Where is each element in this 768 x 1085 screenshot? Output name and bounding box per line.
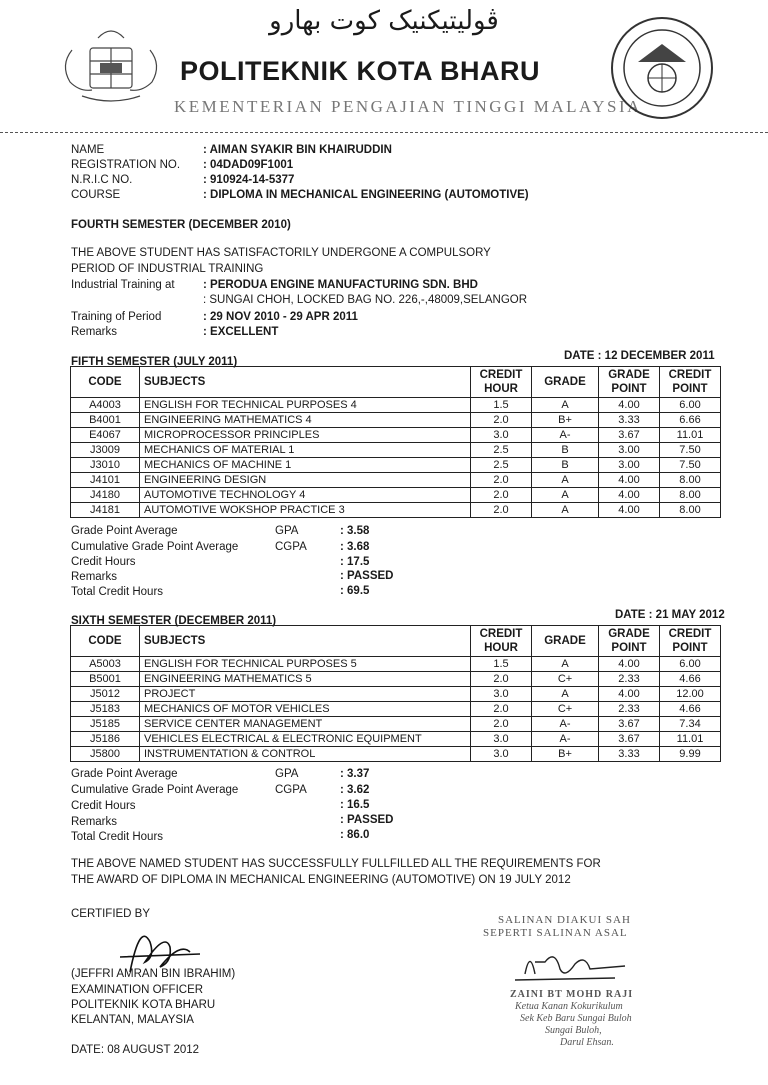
table-row: B4001 ENGINEERING MATHEMATICS 4 2.0 B+ 3.33 6.66 [71, 413, 721, 428]
course-label: COURSE [71, 189, 121, 201]
remarks-value: : PASSED [340, 570, 394, 582]
sixth-semester-title: SIXTH SEMESTER (DECEMBER 2011) [71, 615, 277, 627]
fourth-semester-title: FOURTH SEMESTER (DECEMBER 2010) [71, 219, 291, 231]
cgpa-abbr: CGPA [275, 784, 307, 796]
table-row: J3009 MECHANICS OF MATERIAL 1 2.5 B 3.00 7.50 [71, 443, 721, 458]
training-company: : PERODUA ENGINE MANUFACTURING SDN. BHD [203, 279, 478, 291]
total-credit-hours-label: Total Credit Hours [71, 586, 164, 598]
signer-position: EXAMINATION OFFICER [71, 984, 204, 996]
header-divider [0, 132, 768, 133]
remarks-label: Remarks [71, 816, 118, 828]
gpa-label: Grade Point Average [71, 768, 178, 780]
gpa-abbr: GPA [275, 768, 299, 780]
table-row: J4181 AUTOMOTIVE WOKSHOP PRACTICE 3 2.0 A 4.00 8.00 [71, 503, 721, 518]
cgpa-value: : 3.62 [340, 784, 370, 796]
training-para-1: THE ABOVE STUDENT HAS SATISFACTORILY UNDERGONE A COMPULSORY [71, 247, 491, 259]
student-name: : AIMAN SYAKIR BIN KHAIRUDDIN [203, 144, 392, 156]
header-code: CODE [71, 626, 140, 657]
table-row: B5001 ENGINEERING MATHEMATICS 5 2.0 C+ 2.33 4.66 [71, 672, 721, 687]
gpa-value: : 3.37 [340, 768, 370, 780]
gpa-label: Grade Point Average [71, 525, 178, 537]
remarks-label: Remarks [71, 326, 118, 338]
period-label: Training of Period [71, 311, 162, 323]
table-header-row [71, 626, 721, 657]
course-name: : DIPLOMA IN MECHANICAL ENGINEERING (AUTOMOTIVE) [203, 189, 529, 201]
table-row: J5800 INSTRUMENTATION & CONTROL 3.0 B+ 3.33 9.99 [71, 747, 721, 762]
jawi-title: ڤوليتيكنيک کوت بهارو [269, 6, 499, 36]
header-grade: GRADE [532, 367, 599, 398]
award-statement-2: THE AWARD OF DIPLOMA IN MECHANICAL ENGINEERING (AUTOMOTIVE) ON 19 JULY 2012 [71, 874, 571, 886]
training-period: : 29 NOV 2010 - 29 APR 2011 [203, 311, 358, 323]
table-row: J5185 SERVICE CENTER MANAGEMENT 2.0 A- 3.67 7.34 [71, 717, 721, 732]
header-subjects: SUBJECTS [140, 367, 471, 398]
reg-number: : 04DAD09F1001 [203, 159, 294, 171]
fifth-semester-date: DATE : 12 DECEMBER 2011 [564, 350, 715, 362]
student-info [0, 143, 768, 207]
nric-number: : 910924-14-5377 [203, 174, 295, 186]
gpa-value: : 3.58 [340, 525, 370, 537]
table-row: E4067 MICROPROCESSOR PRINCIPLES 3.0 A- 3.67 11.01 [71, 428, 721, 443]
nric-label: N.R.I.C NO. [71, 174, 133, 186]
header-code: CODE [71, 367, 140, 398]
cgpa-abbr: CGPA [275, 541, 307, 553]
total-credit-hours-value: : 86.0 [340, 829, 370, 841]
document-date: DATE: 08 AUGUST 2012 [71, 1044, 200, 1056]
fifth-semester-table [70, 366, 721, 518]
remarks-label: Remarks [71, 571, 118, 583]
remarks-value: : PASSED [340, 814, 394, 826]
stamp-state: Darul Ehsan. [560, 1037, 614, 1048]
ministry-subtitle: KEMENTERIAN PENGAJIAN TINGGI MALAYSIA [174, 97, 642, 116]
training-label: Industrial Training at [71, 279, 175, 291]
certified-by: CERTIFIED BY [71, 908, 151, 920]
stamp-school: Sek Keb Baru Sungai Buloh [520, 1013, 632, 1024]
stamp-officer-title: Ketua Kanan Kokurikulum [515, 1001, 623, 1012]
name-label: NAME [71, 144, 105, 156]
credit-hours-label: Credit Hours [71, 800, 136, 812]
header-credit-hour: CREDIT HOUR [471, 367, 532, 398]
table-header-row [71, 367, 721, 398]
table-row: A4003 ENGLISH FOR TECHNICAL PURPOSES 4 1.5 A 4.00 6.00 [71, 398, 721, 413]
training-remarks: : EXCELLENT [203, 326, 279, 338]
fifth-semester-summary [0, 524, 768, 600]
cgpa-label: Cumulative Grade Point Average [71, 541, 239, 553]
training-para-2: PERIOD OF INDUSTRIAL TRAINING [71, 263, 264, 275]
polytechnic-seal-logo [608, 14, 716, 122]
fifth-semester-title: FIFTH SEMESTER (JULY 2011) [71, 356, 238, 368]
institution-title: POLITEKNIK KOTA BHARU [180, 56, 540, 86]
stamp-officer-name: ZAINI BT MOHD RAJI [510, 989, 634, 1000]
total-credit-hours-label: Total Credit Hours [71, 831, 164, 843]
credit-hours-value: : 16.5 [340, 799, 370, 811]
header-grade-point: GRADE POINT [599, 367, 660, 398]
credit-hours-value: : 17.5 [340, 556, 370, 568]
stamp-line-1: SALINAN DIAKUI SAH [498, 914, 631, 926]
sixth-semester-date: DATE : 21 MAY 2012 [615, 609, 725, 621]
table-row: J4180 AUTOMOTIVE TECHNOLOGY 4 2.0 A 4.00 8.00 [71, 488, 721, 503]
sixth-semester-table [70, 625, 721, 762]
header-credit-point: CREDIT POINT [660, 367, 721, 398]
table-row: J5012 PROJECT 3.0 A 4.00 12.00 [71, 687, 721, 702]
training-info [0, 278, 768, 342]
stamp-signature-image [505, 944, 635, 988]
credit-hours-label: Credit Hours [71, 556, 136, 568]
header-subjects: SUBJECTS [140, 626, 471, 657]
gpa-abbr: GPA [275, 525, 299, 537]
table-row: J4101 ENGINEERING DESIGN 2.0 A 4.00 8.00 [71, 473, 721, 488]
header-grade-point: GRADE POINT [599, 626, 660, 657]
header-credit-hour: CREDIT HOUR [471, 626, 532, 657]
header-grade: GRADE [532, 626, 599, 657]
award-statement-1: THE ABOVE NAMED STUDENT HAS SUCCESSFULLY FULLFILLED ALL THE REQUIREMENTS FOR [71, 858, 601, 870]
training-address: : SUNGAI CHOH, LOCKED BAG NO. 226,-,48009,SELANGOR [203, 294, 528, 306]
stamp-line-2: SEPERTI SALINAN ASAL [483, 927, 628, 939]
reg-label: REGISTRATION NO. [71, 159, 181, 171]
signer-institution: POLITEKNIK KOTA BHARU [71, 999, 216, 1011]
cgpa-label: Cumulative Grade Point Average [71, 784, 239, 796]
table-row: J3010 MECHANICS OF MACHINE 1 2.5 B 3.00 7.50 [71, 458, 721, 473]
sixth-semester-summary [0, 767, 768, 843]
total-credit-hours-value: : 69.5 [340, 585, 370, 597]
signer-name: (JEFFRI AMRAN BIN IBRAHIM) [71, 968, 236, 980]
stamp-town: Sungai Buloh, [545, 1025, 602, 1036]
table-row: A5003 ENGLISH FOR TECHNICAL PURPOSES 5 1.5 A 4.00 6.00 [71, 657, 721, 672]
cgpa-value: : 3.68 [340, 541, 370, 553]
signer-location: KELANTAN, MALAYSIA [71, 1014, 194, 1026]
header-credit-point: CREDIT POINT [660, 626, 721, 657]
table-row: J5186 VEHICLES ELECTRICAL & ELECTRONIC EQUIPMENT 3.0 A- 3.67 11.01 [71, 732, 721, 747]
table-row: J5183 MECHANICS OF MOTOR VEHICLES 2.0 C+ 2.33 4.66 [71, 702, 721, 717]
